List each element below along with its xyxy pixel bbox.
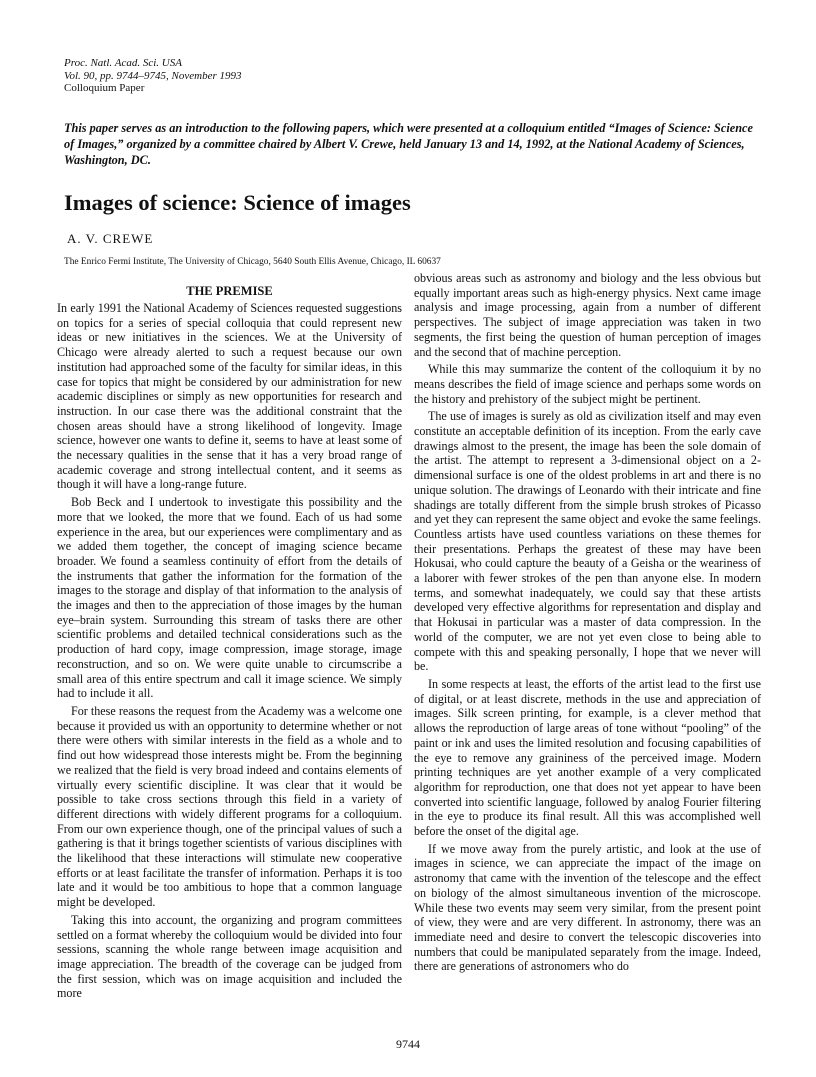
journal-citation	[64, 57, 242, 95]
author-affiliation: The Enrico Fermi Institute, The University of Chicago, 5640 South Ellis Avenue, Chicago, IL 60637	[64, 257, 441, 267]
intro-note: This paper serves as an introduction to the following papers, which were presented at a colloquium entitled “Images of Science: Science of Images,” organized by a committee chaired by Albert V. Crewe, held January 13 and 14, 1992, at the National Academy of Sciences, Washington, DC.	[64, 121, 753, 168]
paragraph: obvious areas such as astronomy and biology and the less obvious but equally important areas such as high-energy physics. Next came image analysis and image processing, again from a number of different perspectives. The subject of image appreciation was taken in two segments, the first being the question of human perception of images and the second that of machine perception.	[414, 271, 761, 359]
journal-volume: Vol. 90, pp. 9744–9745, November 1993	[64, 69, 242, 82]
author-name: A. V. CREWE	[67, 231, 154, 246]
paragraph: Taking this into account, the organizing and program committees settled on a format whereby the colloquium would be divided into four sessions, scanning the whole range between image acquisition and image appreciation. The breadth of the coverage can be judged from the first session, which was on image acquisition and included the more	[57, 912, 402, 1001]
journal-name: Proc. Natl. Acad. Sci. USA	[64, 57, 182, 69]
paper-title: Images of science: Science of images	[64, 190, 411, 215]
paragraph: While this may summarize the content of the colloquium it by no means describes the field of image science and perhaps some words on the history and prehistory of the subject might be pertinent.	[414, 362, 761, 406]
page-number: 9744	[396, 1037, 420, 1051]
paragraph: In early 1991 the National Academy of Sciences requested suggestions on topics for a series of special colloquia that could represent new ideas or new initiatives in the sciences. We at the University of Chicago were already alerted to such a request because our own institution had approached some of the faculty for similar ideas, in this case for topics that might be considered by our administration for new academic disciplines or simply as new opportunities for research and instruction. In our case there was the additional constraint that the chosen areas should have a strong likelihood of longevity. Image science, however one wants to define it, seems to have at least some of the necessary qualities in the sense that it has a very broad range of academic coverage and strong intellectual content, and it seems as though it will have a long-range future.	[57, 301, 402, 492]
section-heading: THE PREMISE	[186, 284, 273, 298]
paragraph: If we move away from the purely artistic, and look at the use of images in science, we can appreciate the impact of the image on astronomy that came with the invention of the telescope and the effect on biology of the almost simultaneous invention of the microscope. While these two events may seem very similar, from the present point of view, they were and are very different. In astronomy, there was an immediate need and desire to convert the telescopic discoveries into numbers that could be manipulated separately from the image. Indeed, there are generations of astronomers who do	[414, 841, 761, 974]
right-column	[414, 271, 761, 977]
paragraph: The use of images is surely as old as civilization itself and may even constitute an acceptable definition of its inception. From the early cave drawings almost to the present, the image has been the sole domain of the artist. The attempt to represent a 3-dimensional object on a 2-dimensional surface is one of the oldest problems in art and there is no unique solution. The drawings of Leonardo with their intricate and fine shadings are totally different from the simple brush strokes of Picasso and yet they can represent the same object and evoke the same feelings. Countless artists have used countless variations on these themes for their presentations. Perhaps the greatest of these may have been Hokusai, who could capture the beauty of a Geisha or the weariness of a laborer with fewer strokes of the pen than anyone else. In modern terms, and somewhat inadequately, we could say that these artists developed very effective algorithms for representation and display and that Hokusai in particular was a master of data compression. In the world of the computer, we are not yet even close to being able to compete with this and speaking personally, I hope that we never will be.	[414, 409, 761, 674]
paper-type: Colloquium Paper	[64, 82, 145, 94]
paragraph: Bob Beck and I undertook to investigate this possibility and the more that we looked, the more that we found. Each of us had some experience in the area, but our experiences were complimentary and as we added them together, the concept of imaging science became broader. We found a seamless continuity of effort from the details of the instruments that gather the information for the formation of the images to the storage and display of that information to the analysis of the images and then to the appreciation of those images by the human eye–brain system. Surrounding this stream of tasks there are other scientific problems and detailed technical considerations such as the production of hard copy, image compression, image storage, image reconstruction, and so on. We were quite unable to circumscribe a small area of this entire spectrum and call it image science. We simply had to include it all.	[57, 495, 402, 701]
left-column	[57, 284, 402, 1004]
paragraph: In some respects at least, the efforts of the artist lead to the first use of digital, or at least discrete, methods in the use and appreciation of images. Silk screen printing, for example, is a clever method that allows the reproduction of large areas of tone without “pooling” of the paint or ink and uses the limited resolution and focusing capabilities of the eye to remove any graininess of the perceived image. Modern printing techniques are yet another example of a very complicated algorithm for reproduction, one that does not yet appear to have been converted into scientific language, followed by analog Fourier filtering in the eye to produce its final result. All this was accomplished well before the onset of the digital age.	[414, 676, 761, 839]
paragraph: For these reasons the request from the Academy was a welcome one because it provided us with an opportunity to determine whether or not there were others with similar interests in the field as a whole and to find out how widespread those interests might be. From the beginning we realized that the field is very broad indeed and contains elements of virtually every scientific discipline. It was clear that it would be possible to take cross sections through this field in a variety of different directions with widely different programs for a colloquium. From our own experience though, one of the principal values of such a gathering is that it brings together scientists of various disciplines with the likelihood that these interactions will stimulate new cooperative efforts or at least facilitate the transfer of information. Perhaps it is too late and it would be too ambitious to hope that a common language might be developed.	[57, 703, 402, 910]
